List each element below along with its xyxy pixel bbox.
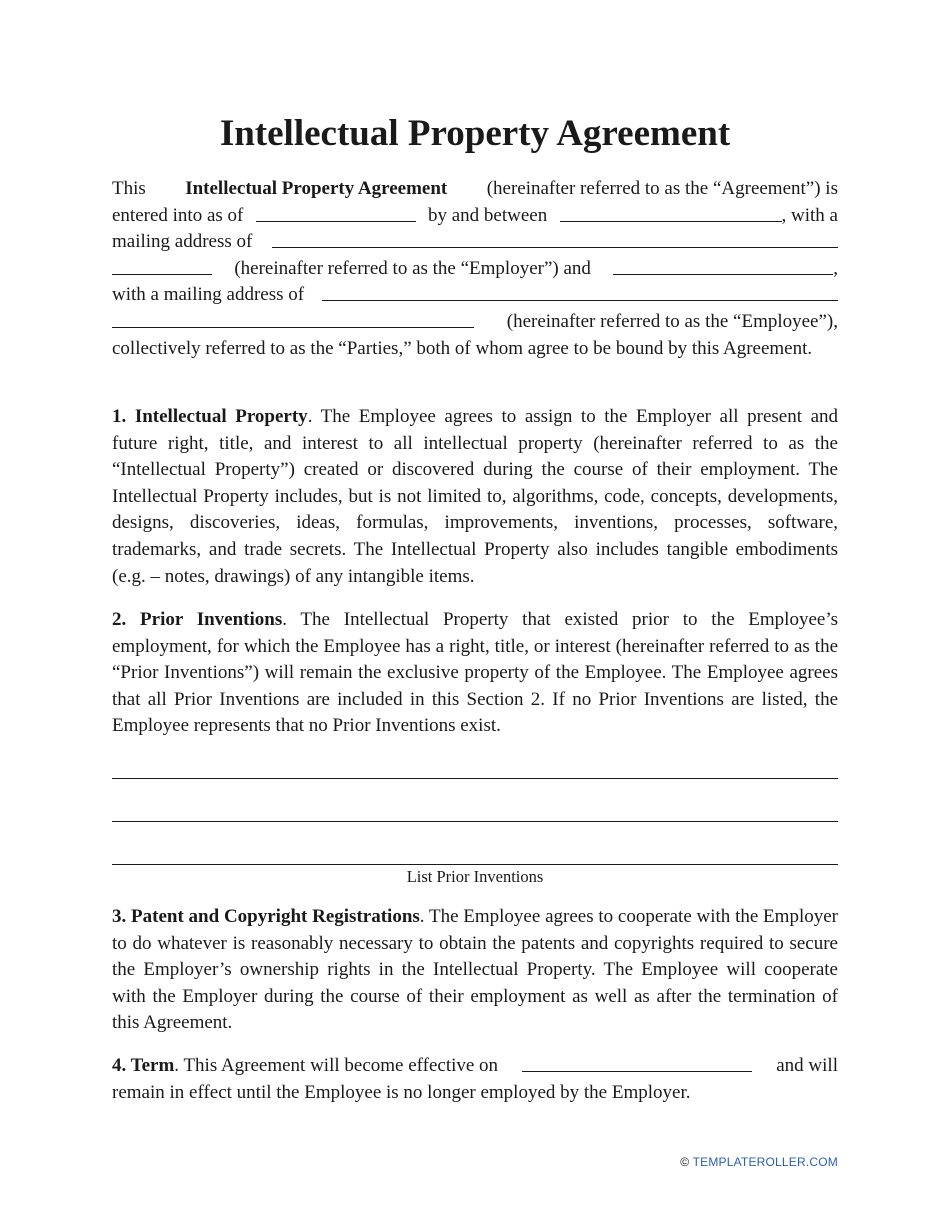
section-4-heading: 4. Term (112, 1055, 175, 1076)
section-2-body: . The Intellectual Property that existed prior to the Employee’s employment, for which the Employee has a right, title, or interest (hereinafter referred to as the “Prior Inventions”) will remain the exclusive property of the Employee. The Employee agrees that all Prior Inventions are included in this Section 2. If no Prior Inventions are listed, the Employee represents that no Prior Inventions exist. (112, 609, 838, 737)
intro-line-1: This Intellectual Property Agreement (hereinafter referred to as the “Agreement”) is (112, 178, 838, 199)
section-3-heading: 3. Patent and Copyright Registrations (112, 906, 420, 927)
intro-paragraph (112, 176, 838, 362)
effective-date-blank[interactable] (522, 1053, 752, 1072)
intro-line-4: (hereinafter referred to as the “Employer”) and , (112, 256, 838, 283)
footer-site-link[interactable]: TEMPLATEROLLER.COM (692, 1155, 838, 1169)
intro-line-7: collectively referred to as the “Parties,” both of whom agree to be bound by this Agreement. (112, 337, 813, 359)
section-4-line-2: remain in effect until the Employee is no longer employed by the Employer. (112, 1081, 691, 1103)
section-1 (112, 404, 838, 590)
prior-inventions-line-3[interactable] (112, 864, 838, 865)
employer-address-blank[interactable] (272, 229, 838, 248)
prior-inventions-line-1[interactable] (112, 778, 838, 779)
intro-line-6: (hereinafter referred to as the “Employee”), (112, 309, 838, 336)
employee-name-blank[interactable] (613, 256, 833, 275)
employee-address-blank[interactable] (322, 282, 838, 301)
footer-copyright (680, 1155, 838, 1169)
section-1-body: . The Employee agrees to assign to the Employer all present and future right, title, and interest to all intellectual property (hereinafter referred to as the “Intellectual Property”) created or discovered during the course of their employment. The Intellectual Property includes, but is not limited to, algorithms, code, concepts, developments, designs, discoveries, ideas, formulas, improvements, inventions, processes, software, trademarks, and trade secrets. The Intellectual Property also includes tangible embodiments (e.g. – notes, drawings) of any intangible items. (112, 406, 838, 587)
date-blank[interactable] (256, 203, 416, 222)
section-2 (112, 607, 838, 740)
intro-line-2: entered into as of by and between , with a (112, 204, 838, 226)
intro-line-3: mailing address of (112, 229, 838, 256)
section-3-body: . The Employee agrees to cooperate with the Employer to do whatever is reasonably necessary to obtain the patents and copyrights required to secure the Employer’s ownership rights in the Intellectual Property. The Employee will cooperate with the Employer during the course of their employment as well as after the termination of this Agreement. (112, 906, 838, 1034)
employer-address-blank-cont[interactable] (112, 256, 212, 275)
section-3 (112, 904, 838, 1037)
section-1-heading: 1. Intellectual Property (112, 406, 308, 427)
employer-name-blank[interactable] (560, 203, 782, 222)
prior-inventions-caption: List Prior Inventions (406, 867, 544, 886)
section-4-line-1: 4. Term. This Agreement will become effective on and will (112, 1055, 838, 1076)
employee-address-blank-cont[interactable] (112, 309, 474, 328)
document-title: Intellectual Property Agreement (219, 113, 731, 154)
prior-inventions-line-2[interactable] (112, 821, 838, 822)
copyright-symbol: © (680, 1155, 690, 1169)
section-2-heading: 2. Prior Inventions (112, 609, 283, 630)
intro-line-5: with a mailing address of (112, 282, 838, 309)
section-4 (112, 1053, 838, 1106)
